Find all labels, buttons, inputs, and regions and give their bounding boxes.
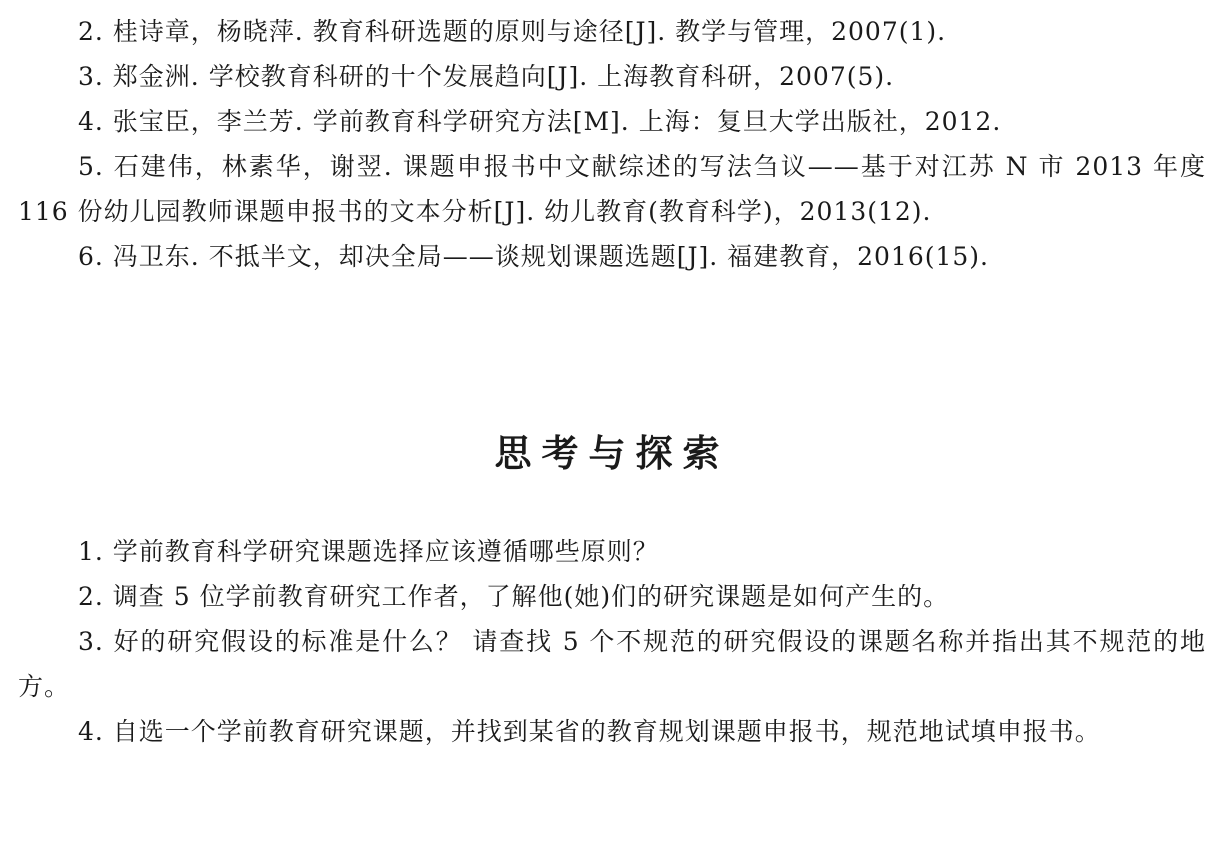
question-item: 3. 好的研究假设的标准是什么？ 请查找 5 个不规范的研究假设的课题名称并指出其不规范的地方。 [18,627,1206,701]
question-item: 1. 学前教育科学研究课题选择应该遵循哪些原则？ [78,537,659,566]
reference-item: 4. 张宝臣，李兰芳. 学前教育科学研究方法[M]. 上海：复旦大学出版社，2012. [78,107,1002,136]
reference-item: 3. 郑金洲. 学校教育科研的十个发展趋向[J]. 上海教育科研，2007(5). [78,62,895,91]
reference-item: 5. 石建伟，林素华，谢翌. 课题申报书中文献综述的写法刍议——基于对江苏 N 市 2013 年度 116 份幼儿园教师课题申报书的文本分析[J]. 幼儿教育(教育科学)，2013(12). [18,152,1206,226]
question-item: 2. 调查 5 位学前教育研究工作者，了解他(她)们的研究课题是如何产生的。 [78,582,950,611]
section-title: 思考与探索 [494,432,730,475]
reference-list [18,9,1206,279]
question-item: 4. 自选一个学前教育研究课题，并找到某省的教育规划课题申报书，规范地试填申报书。 [78,717,1101,746]
reference-item: 2. 桂诗章，杨晓萍. 教育科研选题的原则与途径[J]. 教学与管理，2007(1). [78,17,947,46]
reference-item: 6. 冯卫东. 不抵半文，却决全局——谈规划课题选题[J]. 福建教育，2016(15). [78,242,990,271]
question-list [18,529,1206,754]
